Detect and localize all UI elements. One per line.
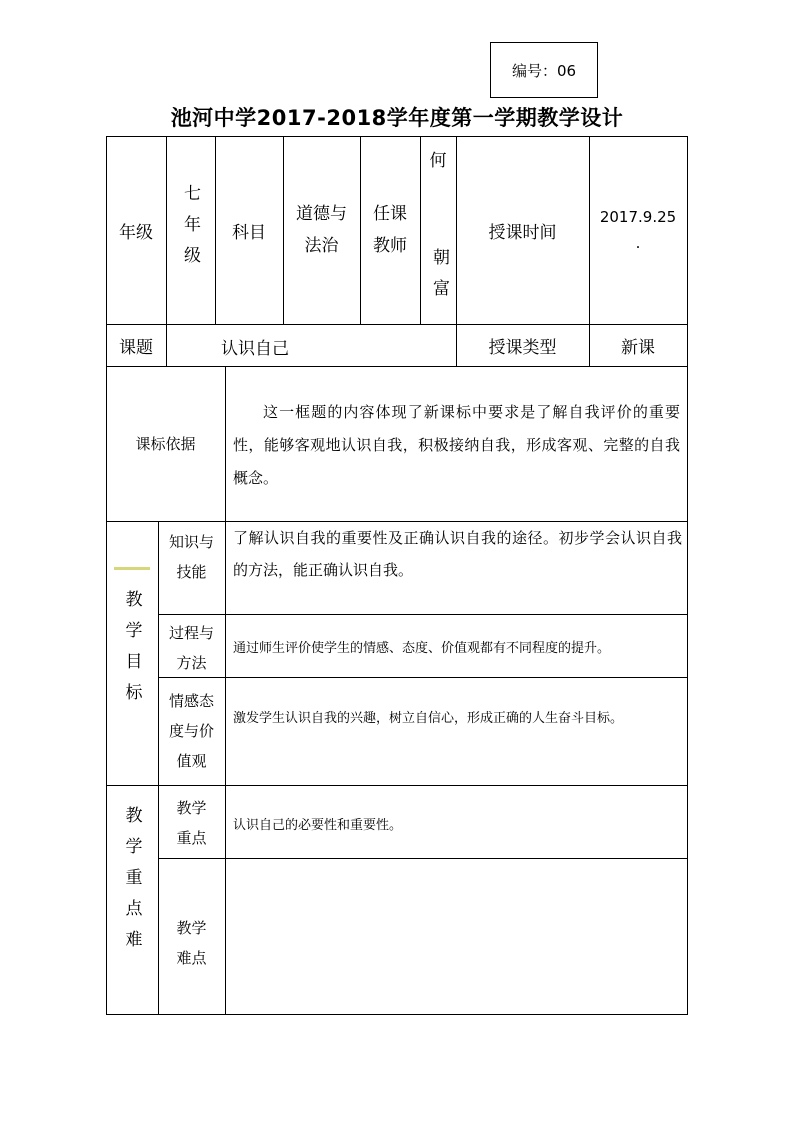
highlight-mark [114, 567, 150, 570]
objective-process-label-2: 方法 [176, 654, 207, 672]
objective-knowledge-label-2: 技能 [176, 563, 207, 581]
grade-label: 年级 [119, 222, 153, 243]
subject-value-line-2: 法治 [304, 236, 339, 256]
time-value-line-2: . [635, 234, 641, 252]
objective-knowledge-label [158, 527, 225, 587]
objective-emotion-label [158, 686, 225, 776]
standard-label: 课标依据 [135, 435, 196, 453]
objective-process-label [158, 618, 225, 678]
key-point-label [158, 793, 225, 853]
difficult-point-label-1: 教学 [176, 919, 207, 937]
teacher-name-1: 何 [429, 151, 447, 171]
lesson-type-label: 授课类型 [488, 337, 557, 358]
objective-emotion-text: 激发学生认识自我的兴趣，树立自信心，形成正确的人生奋斗目标。 [233, 711, 624, 726]
standard-text: 这一框题的内容体现了新课标中要求是了解自我评价的重要性，能够客观地认识自我，积极接纳自我，形成客观、完整的自我概念。 [233, 403, 680, 487]
objective-knowledge-label-1: 知识与 [168, 533, 214, 551]
difficult-point-label-2: 难点 [176, 949, 207, 967]
difficult-point-label [158, 913, 225, 973]
teacher-label-line-2: 教师 [373, 236, 407, 256]
time-label: 授课时间 [488, 222, 557, 243]
grade-value-text: 七年级 [180, 183, 200, 277]
objective-emotion-label-1: 情感态 [168, 692, 214, 710]
teacher-label [360, 136, 420, 324]
topic-value: 认识自己 [221, 339, 289, 359]
objective-knowledge-text: 了解认识自我的重要性及正确认识自我的途径。初步学会认识自我的方法，能正确认识自我。 [233, 529, 682, 579]
teacher-label-line-1: 任课 [373, 203, 407, 224]
time-value-line-1: 2017.9.25 [599, 208, 677, 226]
objective-emotion-label-2: 度与价 [168, 722, 214, 740]
objective-process-text: 通过师生评价使学生的情感、态度、价值观都有不同程度的提升。 [233, 641, 611, 656]
grade-value [166, 136, 215, 324]
key-point-label-2: 重点 [176, 829, 207, 847]
objective-process-label-1: 过程与 [168, 624, 214, 642]
page-title: 池河中学2017-2018学年度第一学期教学设计 [170, 106, 624, 130]
time-value [589, 136, 687, 324]
key-point-label-1: 教学 [176, 799, 207, 817]
key-points-label [106, 806, 158, 966]
objective-emotion-label-3: 值观 [176, 752, 207, 770]
lesson-type-value: 新课 [621, 337, 655, 358]
objectives-label-text: 教学目标 [121, 590, 142, 714]
key-point-text: 认识自己的必要性和重要性。 [233, 818, 403, 833]
subject-value [283, 136, 360, 324]
objectives-label [106, 590, 158, 719]
key-points-label-text: 教学重点难 [121, 806, 142, 961]
teacher-name-2-text: 朝富 [429, 248, 449, 310]
teacher-name-2 [420, 248, 456, 324]
subject-label: 科目 [232, 222, 266, 243]
topic-label: 课题 [119, 337, 153, 358]
subject-value-line-1: 道德与 [296, 203, 347, 224]
number-box: 编号：06 [490, 42, 598, 98]
